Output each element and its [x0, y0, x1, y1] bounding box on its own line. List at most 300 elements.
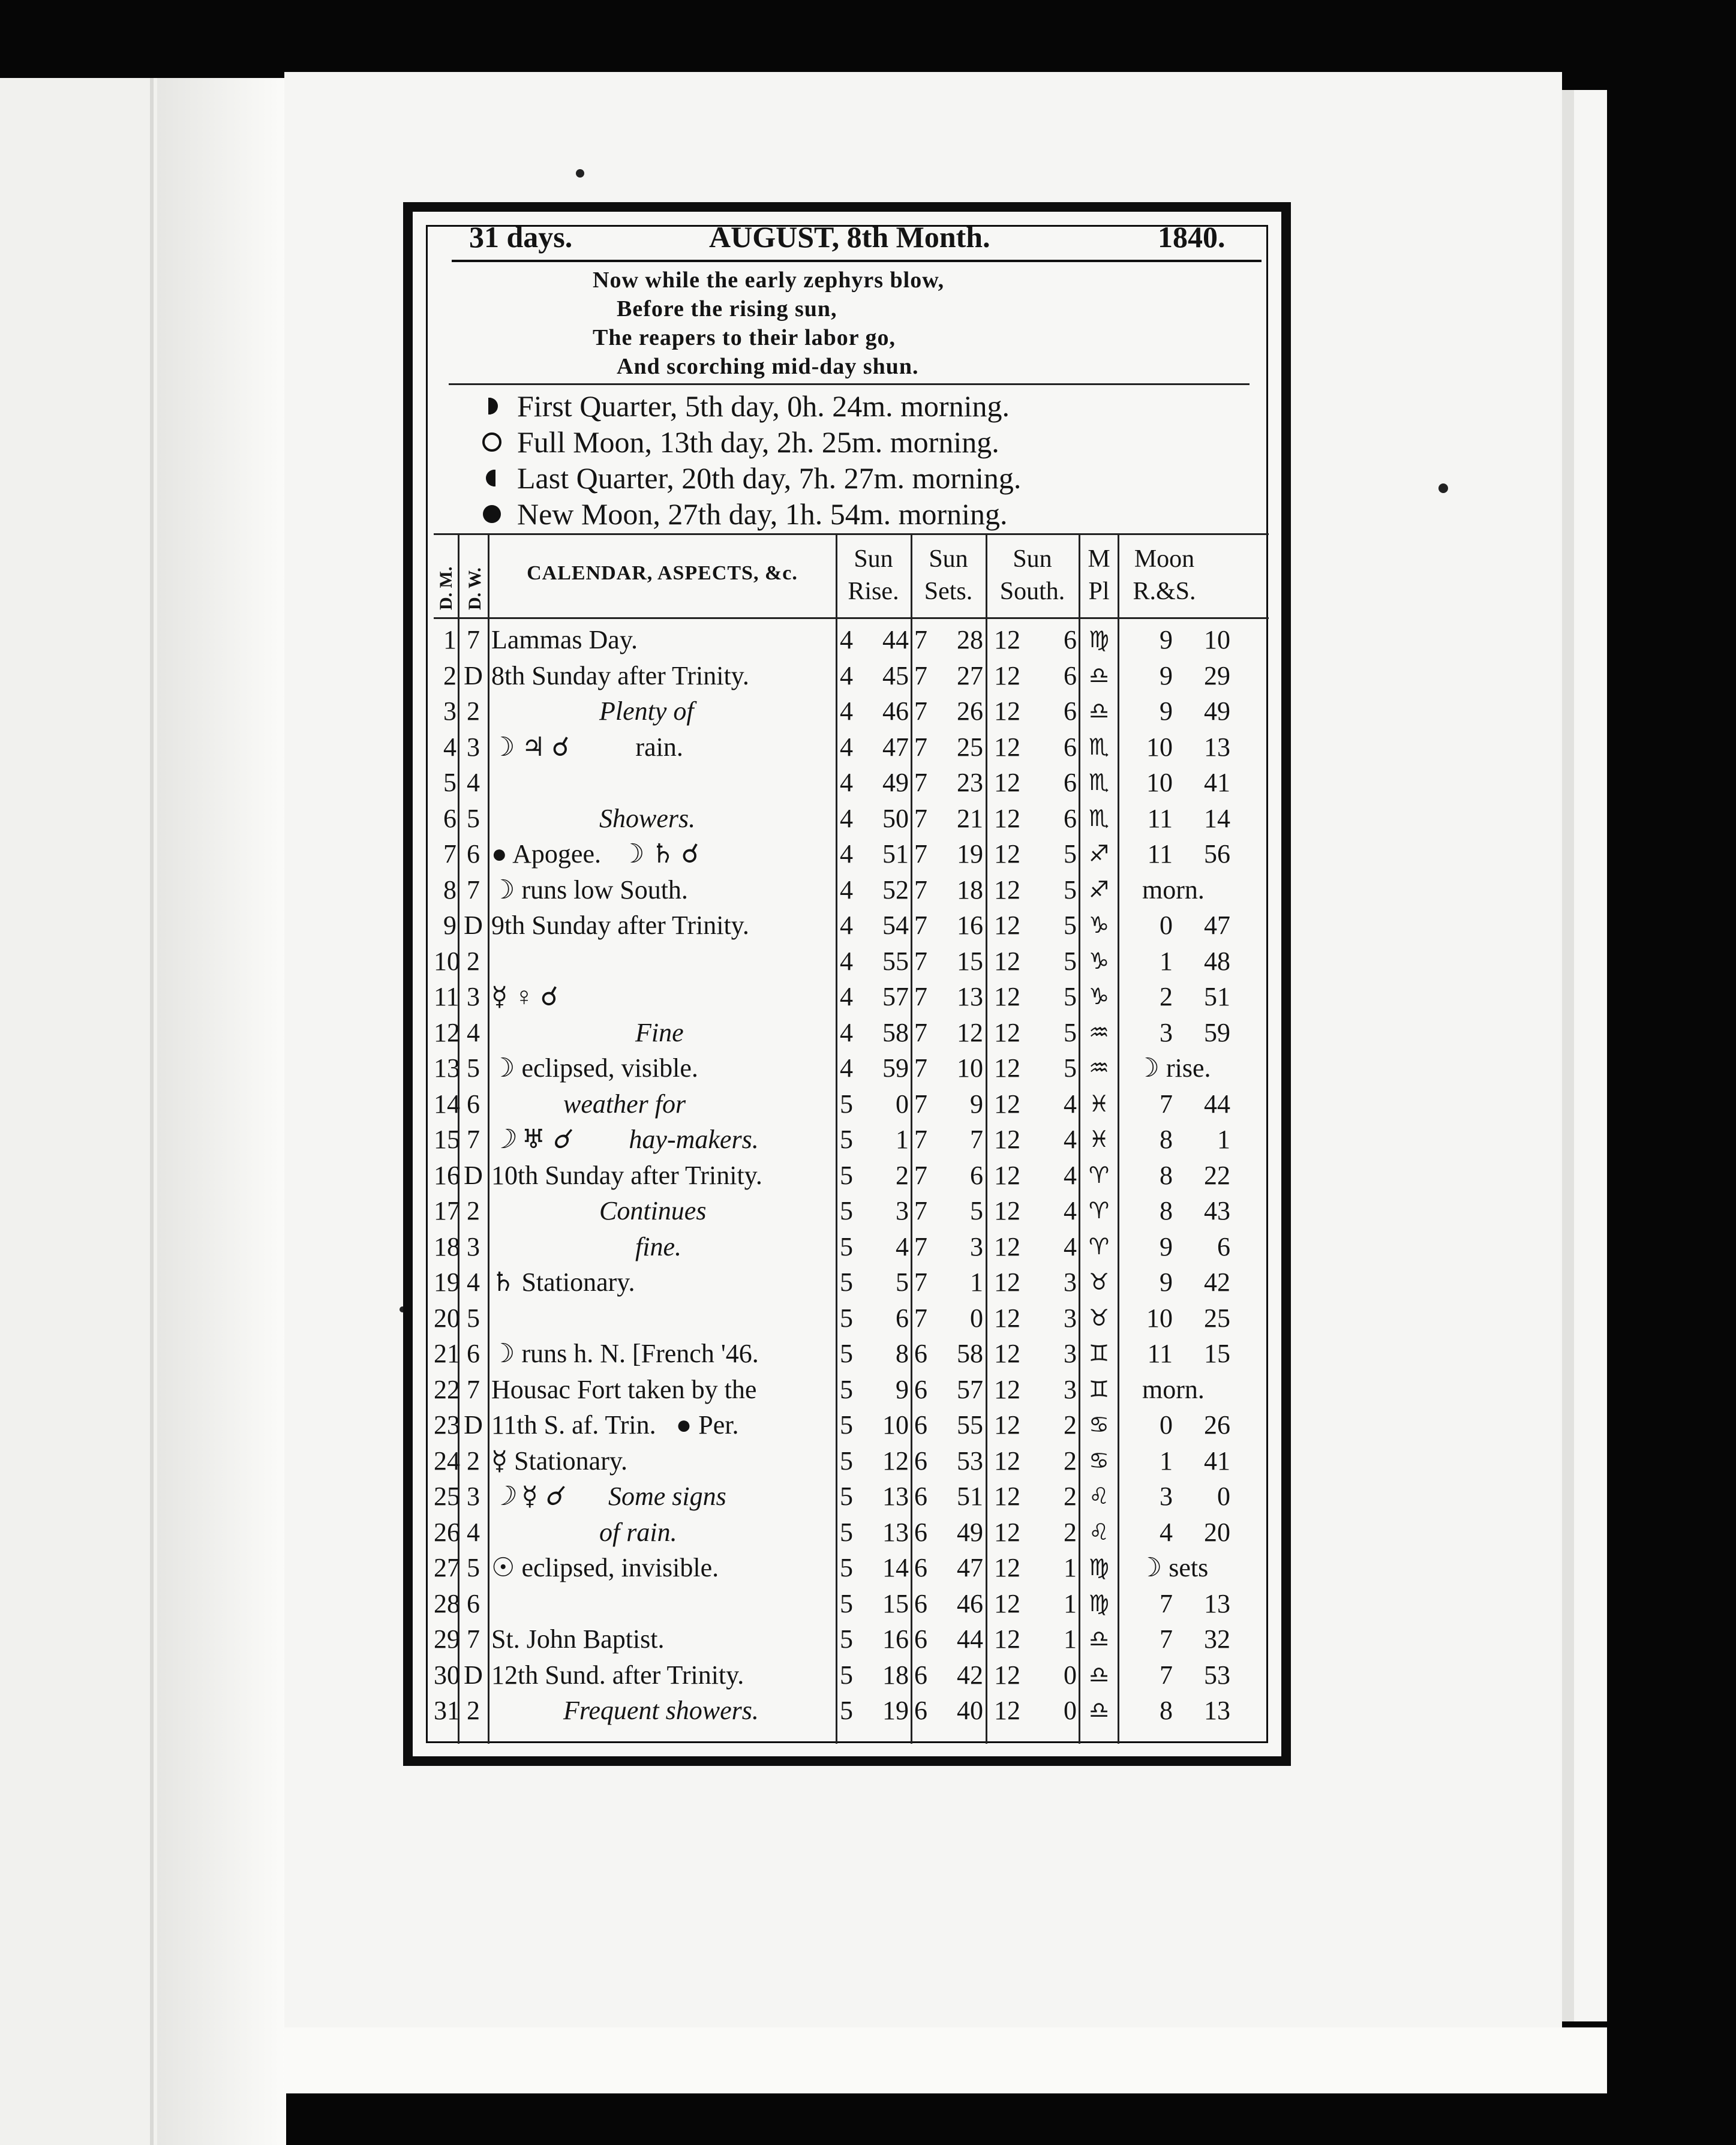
header-line: Sets. — [924, 578, 973, 605]
cell-cal: 10th Sunday after Trinity. — [491, 1160, 762, 1190]
cell-mm: 15 — [1204, 1339, 1230, 1368]
cell-rise-h: 4 — [840, 1053, 853, 1083]
year: 1840. — [1158, 220, 1226, 254]
cell-dw: 2 — [467, 1446, 480, 1476]
cell-mh: 4 — [1160, 1517, 1173, 1547]
cell-set-m: 12 — [957, 1017, 983, 1047]
cell-pl: ♎ — [1088, 698, 1110, 724]
cell-south-h: 12 — [994, 1517, 1020, 1547]
cell-pl: ♎ — [1088, 662, 1110, 689]
cell-mh: 9 — [1160, 1231, 1173, 1261]
cell-rise-h: 5 — [840, 1553, 853, 1582]
verse-rule — [449, 383, 1250, 385]
phase-text: Last Quarter, 20th day, 7h. 27m. morning. — [517, 461, 1022, 495]
cell-cal: ☽ runs h. N. [French '46. — [491, 1339, 759, 1368]
cell-set-h: 6 — [914, 1660, 927, 1690]
new-moon-icon — [481, 503, 503, 525]
cell-dw: 2 — [467, 1696, 480, 1725]
cell-mh: 1 — [1160, 946, 1173, 976]
cell-pl: ♎ — [1088, 1697, 1110, 1723]
cell-mh: 7 — [1160, 1588, 1173, 1618]
cell-mm: 51 — [1204, 982, 1230, 1011]
cell-dw: 6 — [467, 839, 480, 869]
cell-cal: Frequent showers. — [563, 1696, 759, 1725]
cell-mh: 10 — [1146, 1303, 1173, 1333]
calendar-row — [434, 1657, 1269, 1693]
cell-set-h: 6 — [914, 1410, 927, 1440]
cell-south-m: 4 — [1064, 1125, 1077, 1154]
cell-set-m: 21 — [957, 803, 983, 833]
header-line: Rise. — [848, 578, 899, 605]
verse-line: Now while the early zephyrs blow, — [593, 268, 945, 293]
cell-set-m: 25 — [957, 732, 983, 762]
cell-pl: ♎ — [1088, 1626, 1110, 1652]
cell-mh: 7 — [1160, 1089, 1173, 1119]
cell-cal: 9th Sunday after Trinity. — [491, 911, 749, 940]
cell-mm: 49 — [1204, 696, 1230, 726]
cell-mh: 10 — [1146, 768, 1173, 797]
cell-south-m: 3 — [1064, 1339, 1077, 1368]
cell-rise-m: 8 — [896, 1339, 909, 1368]
cell-dm: 6 — [443, 803, 456, 833]
cell-set-m: 27 — [957, 660, 983, 690]
cell-rise-m: 18 — [882, 1660, 909, 1690]
cell-mm: 20 — [1204, 1517, 1230, 1547]
header-rule — [452, 260, 1262, 262]
cell-south-h: 12 — [994, 1267, 1020, 1297]
cell-set-h: 6 — [914, 1374, 927, 1404]
cell-dm: 17 — [434, 1196, 460, 1225]
cell-south-m: 5 — [1064, 1017, 1077, 1047]
page-edge — [1562, 90, 1574, 2021]
cell-rise-h: 5 — [840, 1267, 853, 1297]
cell-south-h: 12 — [994, 625, 1020, 654]
cell-dw: 2 — [467, 946, 480, 976]
cell-dm: 20 — [434, 1303, 460, 1333]
cell-dm: 4 — [443, 732, 456, 762]
cell-set-m: 40 — [957, 1696, 983, 1725]
phase-last-quarter — [449, 460, 1253, 496]
cell-set-h: 7 — [914, 982, 927, 1011]
cell-set-m: 28 — [957, 625, 983, 654]
phase-first-quarter — [449, 388, 1253, 424]
cell-set-m: 5 — [970, 1196, 983, 1225]
col-dw-header: D. W. — [465, 567, 485, 610]
cell-rise-m: 15 — [882, 1588, 909, 1618]
cell-cal: ☽ eclipsed, visible. — [491, 1053, 698, 1083]
cell-set-h: 7 — [914, 911, 927, 940]
cell-south-h: 12 — [994, 1446, 1020, 1476]
cell-cal: weather for — [563, 1089, 686, 1119]
cell-rise-h: 4 — [840, 625, 853, 654]
cell-south-m: 2 — [1064, 1517, 1077, 1547]
cell-rise-m: 3 — [896, 1196, 909, 1225]
cell-rise-m: 45 — [882, 660, 909, 690]
cell-rise-h: 5 — [840, 1374, 853, 1404]
cell-mm: 44 — [1204, 1089, 1230, 1119]
cell-dw: 5 — [467, 803, 480, 833]
cell-mm: 56 — [1204, 839, 1230, 869]
cell-rise-m: 58 — [882, 1017, 909, 1047]
cell-mh: 8 — [1160, 1696, 1173, 1725]
cell-set-m: 26 — [957, 696, 983, 726]
cell-mh: 3 — [1160, 1482, 1173, 1511]
moon-phases — [449, 388, 1253, 532]
cell-mm: 1 — [1217, 1125, 1230, 1154]
cell-south-h: 12 — [994, 1231, 1020, 1261]
cell-dm: 22 — [434, 1374, 460, 1404]
calendar-row — [434, 658, 1269, 694]
ink-speck — [1438, 483, 1448, 493]
cell-south-m: 1 — [1064, 1588, 1077, 1618]
cell-south-m: 3 — [1064, 1374, 1077, 1404]
col-sunrise-header — [837, 543, 909, 608]
cell-set-m: 47 — [957, 1553, 983, 1582]
cell-mm: 48 — [1204, 946, 1230, 976]
cell-rise-m: 1 — [896, 1125, 909, 1154]
cell-rise-m: 12 — [882, 1446, 909, 1476]
cell-mh: 0 — [1160, 1410, 1173, 1440]
cell-south-m: 5 — [1064, 839, 1077, 869]
cell-mh: 11 — [1147, 803, 1173, 833]
calendar-header — [469, 218, 1255, 256]
calendar-row — [434, 836, 1269, 872]
cell-mm: 29 — [1204, 660, 1230, 690]
cell-rise-h: 4 — [840, 803, 853, 833]
cell-mh: 9 — [1160, 625, 1173, 654]
verse — [593, 266, 1073, 381]
cell-dw: D — [464, 911, 483, 940]
verse-line: And scorching mid-day shun. — [617, 354, 919, 379]
cell-set-h: 7 — [914, 803, 927, 833]
cell-set-m: 7 — [970, 1125, 983, 1154]
last-quarter-moon-icon — [481, 467, 503, 489]
cell-rise-m: 5 — [896, 1267, 909, 1297]
cell-rise-h: 5 — [840, 1446, 853, 1476]
cell-mh: 9 — [1160, 1267, 1173, 1297]
cell-dm: 3 — [443, 696, 456, 726]
cell-set-h: 7 — [914, 660, 927, 690]
cell-south-h: 12 — [994, 1410, 1020, 1440]
cell-south-m: 2 — [1064, 1446, 1077, 1476]
cell-pl: ♐ — [1088, 840, 1110, 867]
cell-south-h: 12 — [994, 1089, 1020, 1119]
cell-mm: 42 — [1204, 1267, 1230, 1297]
cell-pl: ♈ — [1088, 1161, 1110, 1188]
cell-south-h: 12 — [994, 696, 1020, 726]
cell-south-m: 5 — [1064, 911, 1077, 940]
cell-set-m: 15 — [957, 946, 983, 976]
calendar-row — [434, 693, 1269, 729]
cell-cal: Lammas Day. — [491, 625, 638, 654]
cell-rise-h: 5 — [840, 1588, 853, 1618]
cell-south-m: 3 — [1064, 1267, 1077, 1297]
cell-dm: 29 — [434, 1624, 460, 1654]
cell-set-m: 44 — [957, 1624, 983, 1654]
cell-mm: 14 — [1204, 803, 1230, 833]
cell-dm: 13 — [434, 1053, 460, 1083]
cell-cal: ☽ ☿ ☌ Some signs — [491, 1482, 726, 1511]
cell-cal: ☽ ♃ ☌ rain. — [491, 732, 683, 762]
cell-rise-m: 50 — [882, 803, 909, 833]
cell-south-h: 12 — [994, 1696, 1020, 1725]
cell-set-m: 10 — [957, 1053, 983, 1083]
cell-dm: 5 — [443, 768, 456, 797]
calendar-row — [434, 622, 1269, 658]
cell-mh: 10 — [1146, 732, 1173, 762]
header-line: Pl — [1088, 578, 1110, 605]
cell-cal: 12th Sund. after Trinity. — [491, 1660, 744, 1690]
cell-dm: 19 — [434, 1267, 460, 1297]
cell-cal: Continues — [599, 1196, 707, 1225]
cell-dm: 18 — [434, 1231, 460, 1261]
cell-dm: 28 — [434, 1588, 460, 1618]
cell-mm: 41 — [1204, 768, 1230, 797]
col-moonplace-header — [1080, 543, 1118, 608]
cell-set-m: 19 — [957, 839, 983, 869]
cell-south-h: 12 — [994, 1553, 1020, 1582]
cell-mm: 59 — [1204, 1017, 1230, 1047]
cell-mm: 0 — [1217, 1482, 1230, 1511]
page-edge-outer — [1574, 90, 1607, 2021]
cell-cal: Housac Fort taken by the — [491, 1374, 757, 1404]
cell-south-m: 1 — [1064, 1553, 1077, 1582]
cell-set-m: 0 — [970, 1303, 983, 1333]
cell-mh: morn. — [1142, 875, 1205, 905]
calendar-row — [434, 1015, 1269, 1051]
cell-dw: 5 — [467, 1053, 480, 1083]
cell-south-m: 4 — [1064, 1231, 1077, 1261]
cell-south-h: 12 — [994, 946, 1020, 976]
cell-set-h: 6 — [914, 1588, 927, 1618]
cell-mh: 1 — [1160, 1446, 1173, 1476]
cell-rise-m: 47 — [882, 732, 909, 762]
cell-set-h: 7 — [914, 1303, 927, 1333]
cell-rise-h: 4 — [840, 875, 853, 905]
cell-set-h: 7 — [914, 1267, 927, 1297]
cell-south-h: 12 — [994, 768, 1020, 797]
cell-dw: 3 — [467, 1231, 480, 1261]
cell-pl: ♎ — [1088, 1661, 1110, 1688]
cell-set-m: 53 — [957, 1446, 983, 1476]
cell-south-h: 12 — [994, 1303, 1020, 1333]
cell-rise-h: 4 — [840, 911, 853, 940]
cell-mh: ☽ sets — [1138, 1553, 1209, 1582]
cell-rise-h: 5 — [840, 1517, 853, 1547]
full-moon-icon — [481, 431, 503, 453]
cell-set-h: 7 — [914, 875, 927, 905]
cell-dw: D — [464, 1660, 483, 1690]
cell-mh: 9 — [1160, 696, 1173, 726]
calendar-row — [434, 1515, 1269, 1551]
cell-rise-h: 5 — [840, 1160, 853, 1190]
calendar-row — [434, 1122, 1269, 1158]
cell-rise-h: 4 — [840, 946, 853, 976]
phase-text: New Moon, 27th day, 1h. 54m. morning. — [517, 497, 1008, 531]
cell-rise-m: 10 — [882, 1410, 909, 1440]
cell-dm: 31 — [434, 1696, 460, 1725]
cell-south-h: 12 — [994, 1017, 1020, 1047]
cell-rise-m: 44 — [882, 625, 909, 654]
cell-dw: 4 — [467, 1017, 480, 1047]
table-top-rule — [434, 533, 1269, 535]
cell-rise-h: 5 — [840, 1125, 853, 1154]
cell-mm: 43 — [1204, 1196, 1230, 1225]
cell-cal: 11th S. af. Trin. ● Per. — [491, 1410, 739, 1440]
cell-mm: 13 — [1204, 732, 1230, 762]
cell-south-h: 12 — [994, 1660, 1020, 1690]
cell-dm: 11 — [434, 982, 459, 1011]
cell-pl: ♑ — [1088, 947, 1110, 974]
cell-dw: D — [464, 660, 483, 690]
calendar-row — [434, 1086, 1269, 1122]
cell-dw: 2 — [467, 1196, 480, 1225]
cell-south-m: 0 — [1064, 1696, 1077, 1725]
cell-set-h: 7 — [914, 1053, 927, 1083]
calendar-row — [434, 765, 1269, 801]
cell-set-h: 6 — [914, 1339, 927, 1368]
calendar-row — [434, 979, 1269, 1015]
cell-rise-h: 4 — [840, 839, 853, 869]
cell-dw: 3 — [467, 732, 480, 762]
cell-rise-h: 4 — [840, 732, 853, 762]
cell-cal: Fine — [635, 1017, 684, 1047]
cell-south-h: 12 — [994, 875, 1020, 905]
cell-south-m: 2 — [1064, 1410, 1077, 1440]
cell-south-h: 12 — [994, 660, 1020, 690]
cell-pl: ♏ — [1088, 733, 1110, 760]
cell-set-h: 7 — [914, 946, 927, 976]
calendar-row — [434, 1336, 1269, 1372]
cell-mh: ☽ rise. — [1136, 1053, 1211, 1083]
cell-dw: 6 — [467, 1089, 480, 1119]
cell-pl: ♍ — [1088, 626, 1110, 653]
cell-south-h: 12 — [994, 803, 1020, 833]
cell-rise-h: 4 — [840, 768, 853, 797]
col-dm-header: D. M. — [436, 566, 456, 610]
cell-rise-m: 55 — [882, 946, 909, 976]
cell-south-m: 6 — [1064, 732, 1077, 762]
cell-south-m: 5 — [1064, 875, 1077, 905]
header-line: Moon — [1134, 545, 1195, 573]
cell-dw: 4 — [467, 1267, 480, 1297]
cell-mh: 8 — [1160, 1160, 1173, 1190]
cell-south-m: 6 — [1064, 768, 1077, 797]
cell-rise-h: 5 — [840, 1231, 853, 1261]
cell-rise-h: 4 — [840, 1017, 853, 1047]
cell-south-m: 0 — [1064, 1660, 1077, 1690]
cell-rise-h: 5 — [840, 1482, 853, 1511]
cell-set-h: 6 — [914, 1553, 927, 1582]
cell-rise-m: 49 — [882, 768, 909, 797]
calendar-row — [434, 1586, 1269, 1622]
cell-mh: morn. — [1142, 1374, 1205, 1404]
cell-cal: ☿ Stationary. — [491, 1446, 628, 1476]
calendar-row — [434, 1300, 1269, 1336]
cell-set-h: 7 — [914, 732, 927, 762]
cell-set-m: 1 — [970, 1267, 983, 1297]
cell-dw: D — [464, 1160, 483, 1190]
cell-mm: 6 — [1217, 1231, 1230, 1261]
cell-mm: 53 — [1204, 1660, 1230, 1690]
cell-south-h: 12 — [994, 1160, 1020, 1190]
cell-south-h: 12 — [994, 1125, 1020, 1154]
cell-rise-m: 52 — [882, 875, 909, 905]
cell-rise-m: 6 — [896, 1303, 909, 1333]
cell-dm: 24 — [434, 1446, 460, 1476]
cell-set-m: 9 — [970, 1089, 983, 1119]
cell-rise-h: 5 — [840, 1089, 853, 1119]
cell-set-m: 16 — [957, 911, 983, 940]
cell-set-h: 7 — [914, 1196, 927, 1225]
cell-cal: Showers. — [599, 803, 696, 833]
cell-mh: 0 — [1160, 911, 1173, 940]
cell-mm: 26 — [1204, 1410, 1230, 1440]
cell-south-m: 6 — [1064, 803, 1077, 833]
cell-dm: 25 — [434, 1482, 460, 1511]
cell-dm: 27 — [434, 1553, 460, 1582]
cell-rise-m: 54 — [882, 911, 909, 940]
cell-rise-m: 13 — [882, 1482, 909, 1511]
header-line: R.&S. — [1133, 578, 1196, 605]
cell-pl: ♉ — [1088, 1269, 1110, 1295]
cell-set-m: 42 — [957, 1660, 983, 1690]
header-line: Sun — [929, 545, 968, 573]
cell-dw: 5 — [467, 1303, 480, 1333]
cell-pl: ♌ — [1088, 1518, 1110, 1545]
cell-pl: ♓ — [1088, 1126, 1110, 1152]
ink-speck — [576, 169, 584, 178]
cell-cal: ☽ runs low South. — [491, 875, 688, 905]
phase-new-moon — [449, 496, 1253, 532]
cell-pl: ♉ — [1088, 1304, 1110, 1331]
col-sunsouth-header — [987, 543, 1077, 608]
phase-full-moon — [449, 424, 1253, 460]
calendar-row — [434, 729, 1269, 765]
cell-south-m: 4 — [1064, 1196, 1077, 1225]
cell-dw: 5 — [467, 1553, 480, 1582]
cell-rise-m: 19 — [882, 1696, 909, 1725]
cell-set-h: 7 — [914, 768, 927, 797]
cell-rise-h: 5 — [840, 1196, 853, 1225]
cell-cal: ♄ Stationary. — [491, 1267, 635, 1297]
cell-rise-m: 2 — [896, 1160, 909, 1190]
book-spine — [157, 78, 286, 2145]
cell-south-m: 5 — [1064, 946, 1077, 976]
cell-south-h: 12 — [994, 1482, 1020, 1511]
calendar-table — [434, 533, 1269, 1744]
cell-south-h: 12 — [994, 1624, 1020, 1654]
cell-cal: ☉ eclipsed, invisible. — [491, 1553, 719, 1582]
verse-line: The reapers to their labor go, — [593, 325, 896, 350]
calendar-row — [434, 1479, 1269, 1515]
verse-line: Before the rising sun, — [617, 296, 837, 322]
page-gutter — [150, 78, 154, 2145]
cell-set-m: 13 — [957, 982, 983, 1011]
cell-set-h: 6 — [914, 1446, 927, 1476]
cell-rise-h: 4 — [840, 660, 853, 690]
cell-set-h: 6 — [914, 1696, 927, 1725]
cell-set-h: 7 — [914, 1160, 927, 1190]
cell-rise-h: 5 — [840, 1624, 853, 1654]
cell-south-m: 6 — [1064, 696, 1077, 726]
cell-set-m: 51 — [957, 1482, 983, 1511]
cell-pl: ♈ — [1088, 1233, 1110, 1260]
page-bottom — [284, 2027, 1607, 2093]
cell-set-m: 57 — [957, 1374, 983, 1404]
cell-mm: 41 — [1204, 1446, 1230, 1476]
cell-rise-h: 5 — [840, 1339, 853, 1368]
